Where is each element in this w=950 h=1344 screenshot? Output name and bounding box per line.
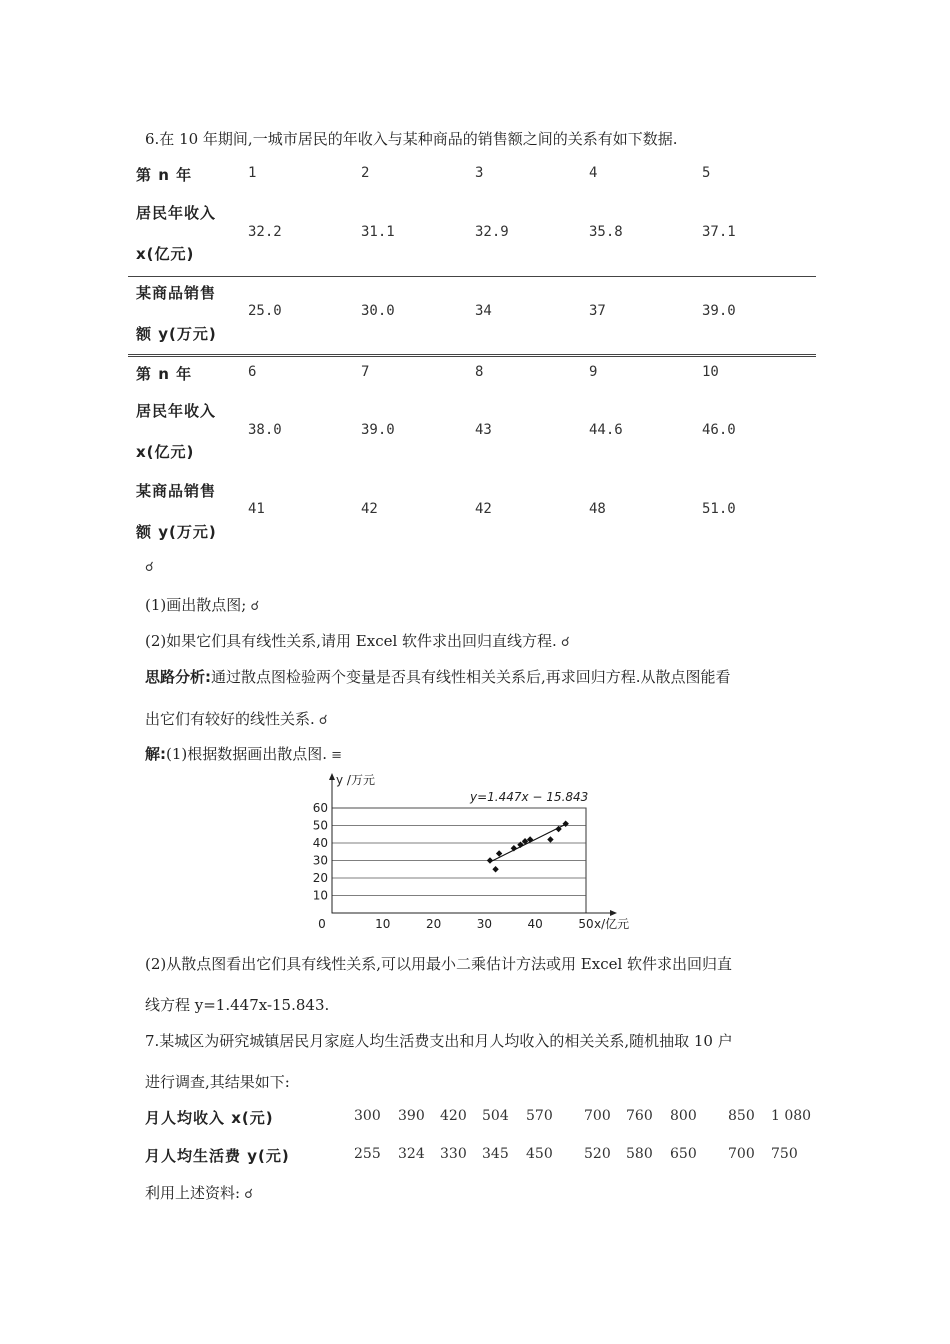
y-tick-label: 50 — [312, 818, 328, 833]
watermark-glyph-icon: ☌ — [556, 635, 570, 650]
problem6-q1: (1)画出散点图; ☌ — [145, 596, 260, 614]
data-point — [527, 836, 533, 842]
table2-income-unit: x(亿元) — [136, 443, 195, 461]
x-tick-label: 10 — [375, 917, 391, 931]
table3-cell: 580 — [626, 1146, 653, 1162]
problem7-tail: 利用上述资料: ☌ — [145, 1184, 253, 1202]
x-axis-label: x/亿元 — [594, 917, 630, 931]
table1-income-cell: 37.1 — [702, 224, 736, 240]
y-axis-label: y /万元 — [336, 773, 375, 787]
y-axis-arrow — [329, 773, 335, 780]
y-tick-label: 10 — [312, 888, 328, 903]
table-double-divider — [128, 354, 816, 357]
solution-label: 解: — [145, 745, 166, 763]
problem7-intro2: 进行调查,其结果如下: — [145, 1073, 290, 1091]
table3-cell: 1 080 — [771, 1108, 812, 1124]
table1-year-cell: 4 — [589, 165, 598, 181]
x-tick-label: 0 — [318, 917, 326, 931]
data-point — [511, 845, 517, 851]
table2-income-label: 居民年收入 — [136, 402, 217, 420]
table1-income-unit: x(亿元) — [136, 245, 195, 263]
table1-sales-cell: 30.0 — [361, 303, 395, 319]
analysis-label: 思路分析: — [145, 668, 211, 686]
table2-sales-label: 某商品销售 — [136, 482, 217, 500]
table1-year-cell: 5 — [702, 165, 711, 181]
table2-sales-cell: 41 — [248, 501, 265, 517]
table1-year-cell: 2 — [361, 165, 370, 181]
table2-income-cell: 46.0 — [702, 422, 736, 438]
watermark-glyph-icon: ☌ — [314, 713, 328, 728]
table1-sales-label: 某商品销售 — [136, 284, 217, 302]
table3-cell: 700 — [584, 1108, 611, 1124]
answer2-line2: 线方程 y=1.447x-15.843. — [145, 996, 330, 1014]
table2-income-cell: 38.0 — [248, 422, 282, 438]
table2-year-cell: 8 — [475, 364, 484, 380]
table3-cell: 300 — [354, 1108, 381, 1124]
watermark-glyph-icon: ☌ — [246, 599, 260, 614]
table2-year-cell: 7 — [361, 364, 370, 380]
table3-cell: 345 — [482, 1146, 509, 1162]
data-point — [487, 857, 493, 863]
table3-cell: 760 — [626, 1108, 653, 1124]
watermark-glyph-icon: ☌ — [240, 1187, 253, 1202]
table2-income-cell: 39.0 — [361, 422, 395, 438]
watermark-glyph-icon: ≡ — [327, 748, 343, 763]
table1-income-cell: 32.2 — [248, 224, 282, 240]
table3-cell: 570 — [526, 1108, 553, 1124]
table2-sales-cell: 48 — [589, 501, 606, 517]
table1-income-cell: 35.8 — [589, 224, 623, 240]
watermark-glyph-icon: ☌ — [145, 560, 154, 575]
analysis-line1: 思路分析:通过散点图检验两个变量是否具有线性相关关系后,再求回归方程.从散点图能看 — [145, 668, 731, 686]
problem7-intro1: 7.某城区为研究城镇居民月家庭人均生活费支出和月人均收入的相关关系,随机抽取 10 户 — [145, 1032, 733, 1050]
table2-year-cell: 10 — [702, 364, 719, 380]
table1-sales-unit: 额 y(万元) — [136, 325, 217, 343]
table1-sales-cell: 39.0 — [702, 303, 736, 319]
y-tick-label: 30 — [312, 853, 328, 868]
x-tick-label: 40 — [527, 917, 543, 931]
table3-cell: 850 — [728, 1108, 755, 1124]
y-tick-label: 40 — [312, 836, 328, 850]
table3-cell: 450 — [526, 1146, 553, 1162]
table1-year-label: 第 n 年 — [136, 166, 193, 184]
analysis-line2: 出它们有较好的线性关系. ☌ — [145, 710, 328, 728]
x-tick-label: 20 — [425, 917, 442, 931]
table1-sales-cell: 37 — [589, 303, 606, 319]
table2-sales-unit: 额 y(万元) — [136, 523, 217, 541]
table3-cell: 750 — [771, 1146, 798, 1162]
table3-row1-label: 月人均收入 x(元) — [145, 1109, 274, 1127]
table1-sales-cell: 34 — [475, 303, 492, 319]
y-tick-label: 60 — [312, 801, 328, 815]
table3-cell: 700 — [728, 1146, 755, 1162]
table1-sales-cell: 25.0 — [248, 303, 282, 319]
answer2-line1: (2)从散点图看出它们具有线性关系,可以用最小二乘估计方法或用 Excel 软件求出回归直 — [145, 955, 733, 973]
table2-income-cell: 44.6 — [589, 422, 623, 438]
table3-cell: 420 — [440, 1108, 467, 1124]
data-point — [517, 842, 523, 848]
scatter-chart — [300, 770, 650, 935]
table1-income-label: 居民年收入 — [136, 204, 217, 222]
table3-cell: 390 — [398, 1108, 425, 1124]
table2-sales-cell: 42 — [361, 501, 378, 517]
table2-sales-cell: 51.0 — [702, 501, 736, 517]
table2-year-label: 第 n 年 — [136, 365, 193, 383]
data-point — [492, 866, 498, 872]
problem6-q2: (2)如果它们具有线性关系,请用 Excel 软件求出回归直线方程. ☌ — [145, 632, 570, 650]
table3-row2-label: 月人均生活费 y(元) — [145, 1147, 290, 1165]
regression-equation: y=1.447x − 15.843 — [470, 790, 589, 804]
table3-cell: 520 — [584, 1146, 611, 1162]
table2-year-cell: 9 — [589, 364, 598, 380]
table1-income-cell: 32.9 — [475, 224, 509, 240]
table3-cell: 504 — [482, 1108, 509, 1124]
table2-year-cell: 6 — [248, 364, 257, 380]
table-divider — [128, 276, 816, 277]
x-tick-label: 50 — [578, 917, 594, 931]
x-axis-arrow — [610, 910, 617, 916]
table1-income-cell: 31.1 — [361, 224, 395, 240]
x-tick-label: 30 — [476, 917, 493, 931]
y-tick-label: 20 — [312, 871, 328, 885]
solution-line: 解:(1)根据数据画出散点图. ≡ — [145, 745, 343, 763]
table2-income-cell: 43 — [475, 422, 492, 438]
table2-sales-cell: 42 — [475, 501, 492, 517]
data-point — [547, 836, 553, 842]
table3-cell: 255 — [354, 1146, 381, 1162]
table1-year-cell: 1 — [248, 165, 257, 181]
table1-year-cell: 3 — [475, 165, 484, 181]
table3-cell: 800 — [670, 1108, 697, 1124]
table3-cell: 650 — [670, 1146, 697, 1162]
table3-cell: 330 — [440, 1146, 467, 1162]
table3-cell: 324 — [398, 1146, 425, 1162]
problem6-intro: 6.在 10 年期间,一城市居民的年收入与某种商品的销售额之间的关系有如下数据. — [145, 130, 678, 148]
